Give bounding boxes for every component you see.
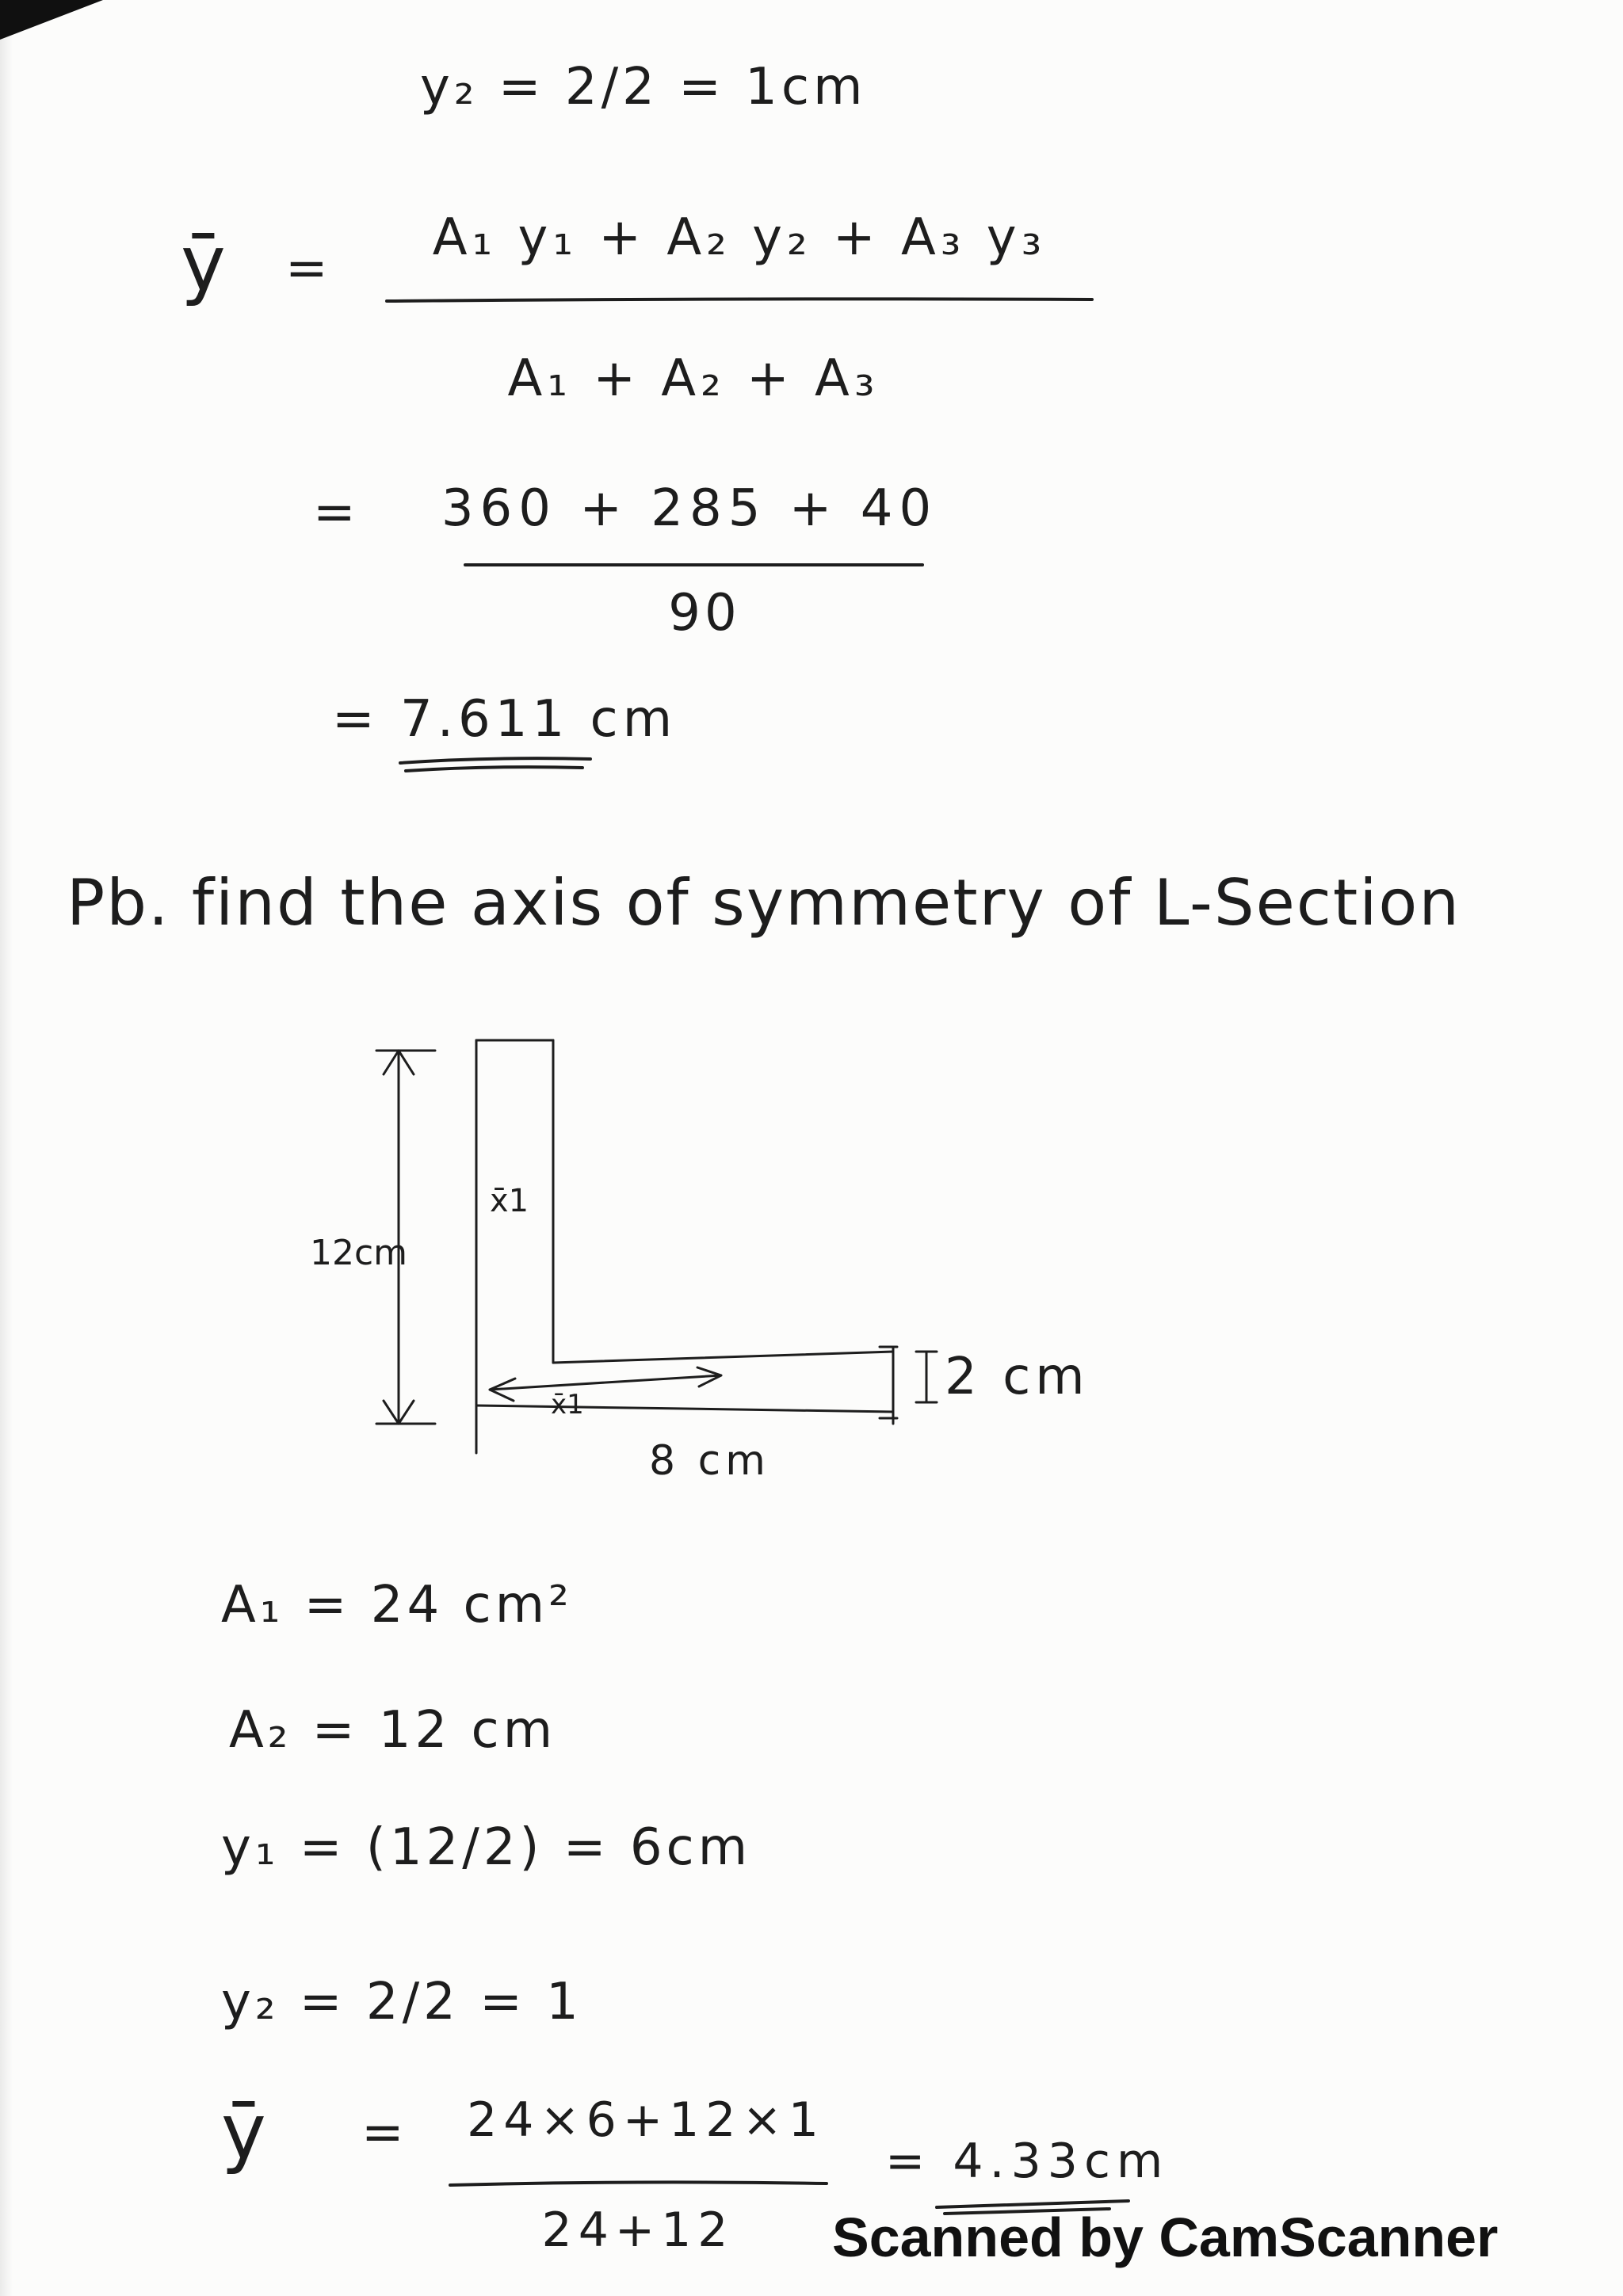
width-label: 8 cm xyxy=(649,1437,770,1485)
centroid-equals: = xyxy=(285,239,332,298)
substitution-equals: = xyxy=(313,483,360,542)
vertical-leg-centroid-label: x̄1 xyxy=(490,1183,529,1219)
centroid-formula-numerator: A₁ y₁ + A₂ y₂ + A₃ y₃ xyxy=(432,208,1047,267)
height-dimension-top-arrow xyxy=(376,1051,435,1074)
final-denominator: 24+12 xyxy=(541,2203,735,2258)
final-centroid-symbol: ȳ xyxy=(221,2088,266,2176)
area-2-line: A₂ = 12 cm xyxy=(229,1701,557,1760)
substitution-numerator: 360 + 285 + 40 xyxy=(441,479,938,538)
l-section-bottom-edge xyxy=(476,1405,893,1412)
flange-bracket-ticks xyxy=(880,1347,897,1418)
fraction-bar-centroid-formula xyxy=(387,299,1092,301)
flange-centroid-arrow xyxy=(490,1367,721,1401)
height-dimension-bottom-arrow xyxy=(376,1401,435,1424)
thickness-label: 2 cm xyxy=(945,1348,1090,1406)
final-centroid-equals: = xyxy=(361,2103,408,2162)
thickness-dimension-marker xyxy=(916,1352,937,1402)
fraction-bar-final xyxy=(450,2182,827,2185)
y2-line: y₂ = 2/2 = 1 xyxy=(221,1973,582,2031)
final-numerator: 24×6+12×1 xyxy=(467,2092,825,2148)
final-result: = 4.33cm xyxy=(885,2134,1170,2189)
substitution-denominator: 90 xyxy=(668,584,741,643)
horizontal-leg-centroid-label: x̄1 xyxy=(551,1389,584,1421)
previous-result: = 7.611 cm xyxy=(332,690,678,749)
prev-y2-line: y₂ = 2/2 = 1cm xyxy=(420,58,867,116)
y1-line: y₁ = (12/2) = 6cm xyxy=(221,1818,752,1877)
area-1-line: A₁ = 24 cm² xyxy=(221,1576,573,1634)
l-section-flange-top-edge xyxy=(553,1352,893,1363)
centroid-symbol: ȳ xyxy=(181,219,226,308)
centroid-formula-denominator: A₁ + A₂ + A₃ xyxy=(507,349,880,408)
result-underline-bottom xyxy=(406,767,582,771)
camscanner-watermark: Scanned by CamScanner xyxy=(832,2206,1499,2268)
height-label: 12cm xyxy=(310,1233,408,1273)
result-underline-top xyxy=(400,758,590,763)
problem-statement: Pb. find the axis of symmetry of L-Section xyxy=(67,866,1461,940)
